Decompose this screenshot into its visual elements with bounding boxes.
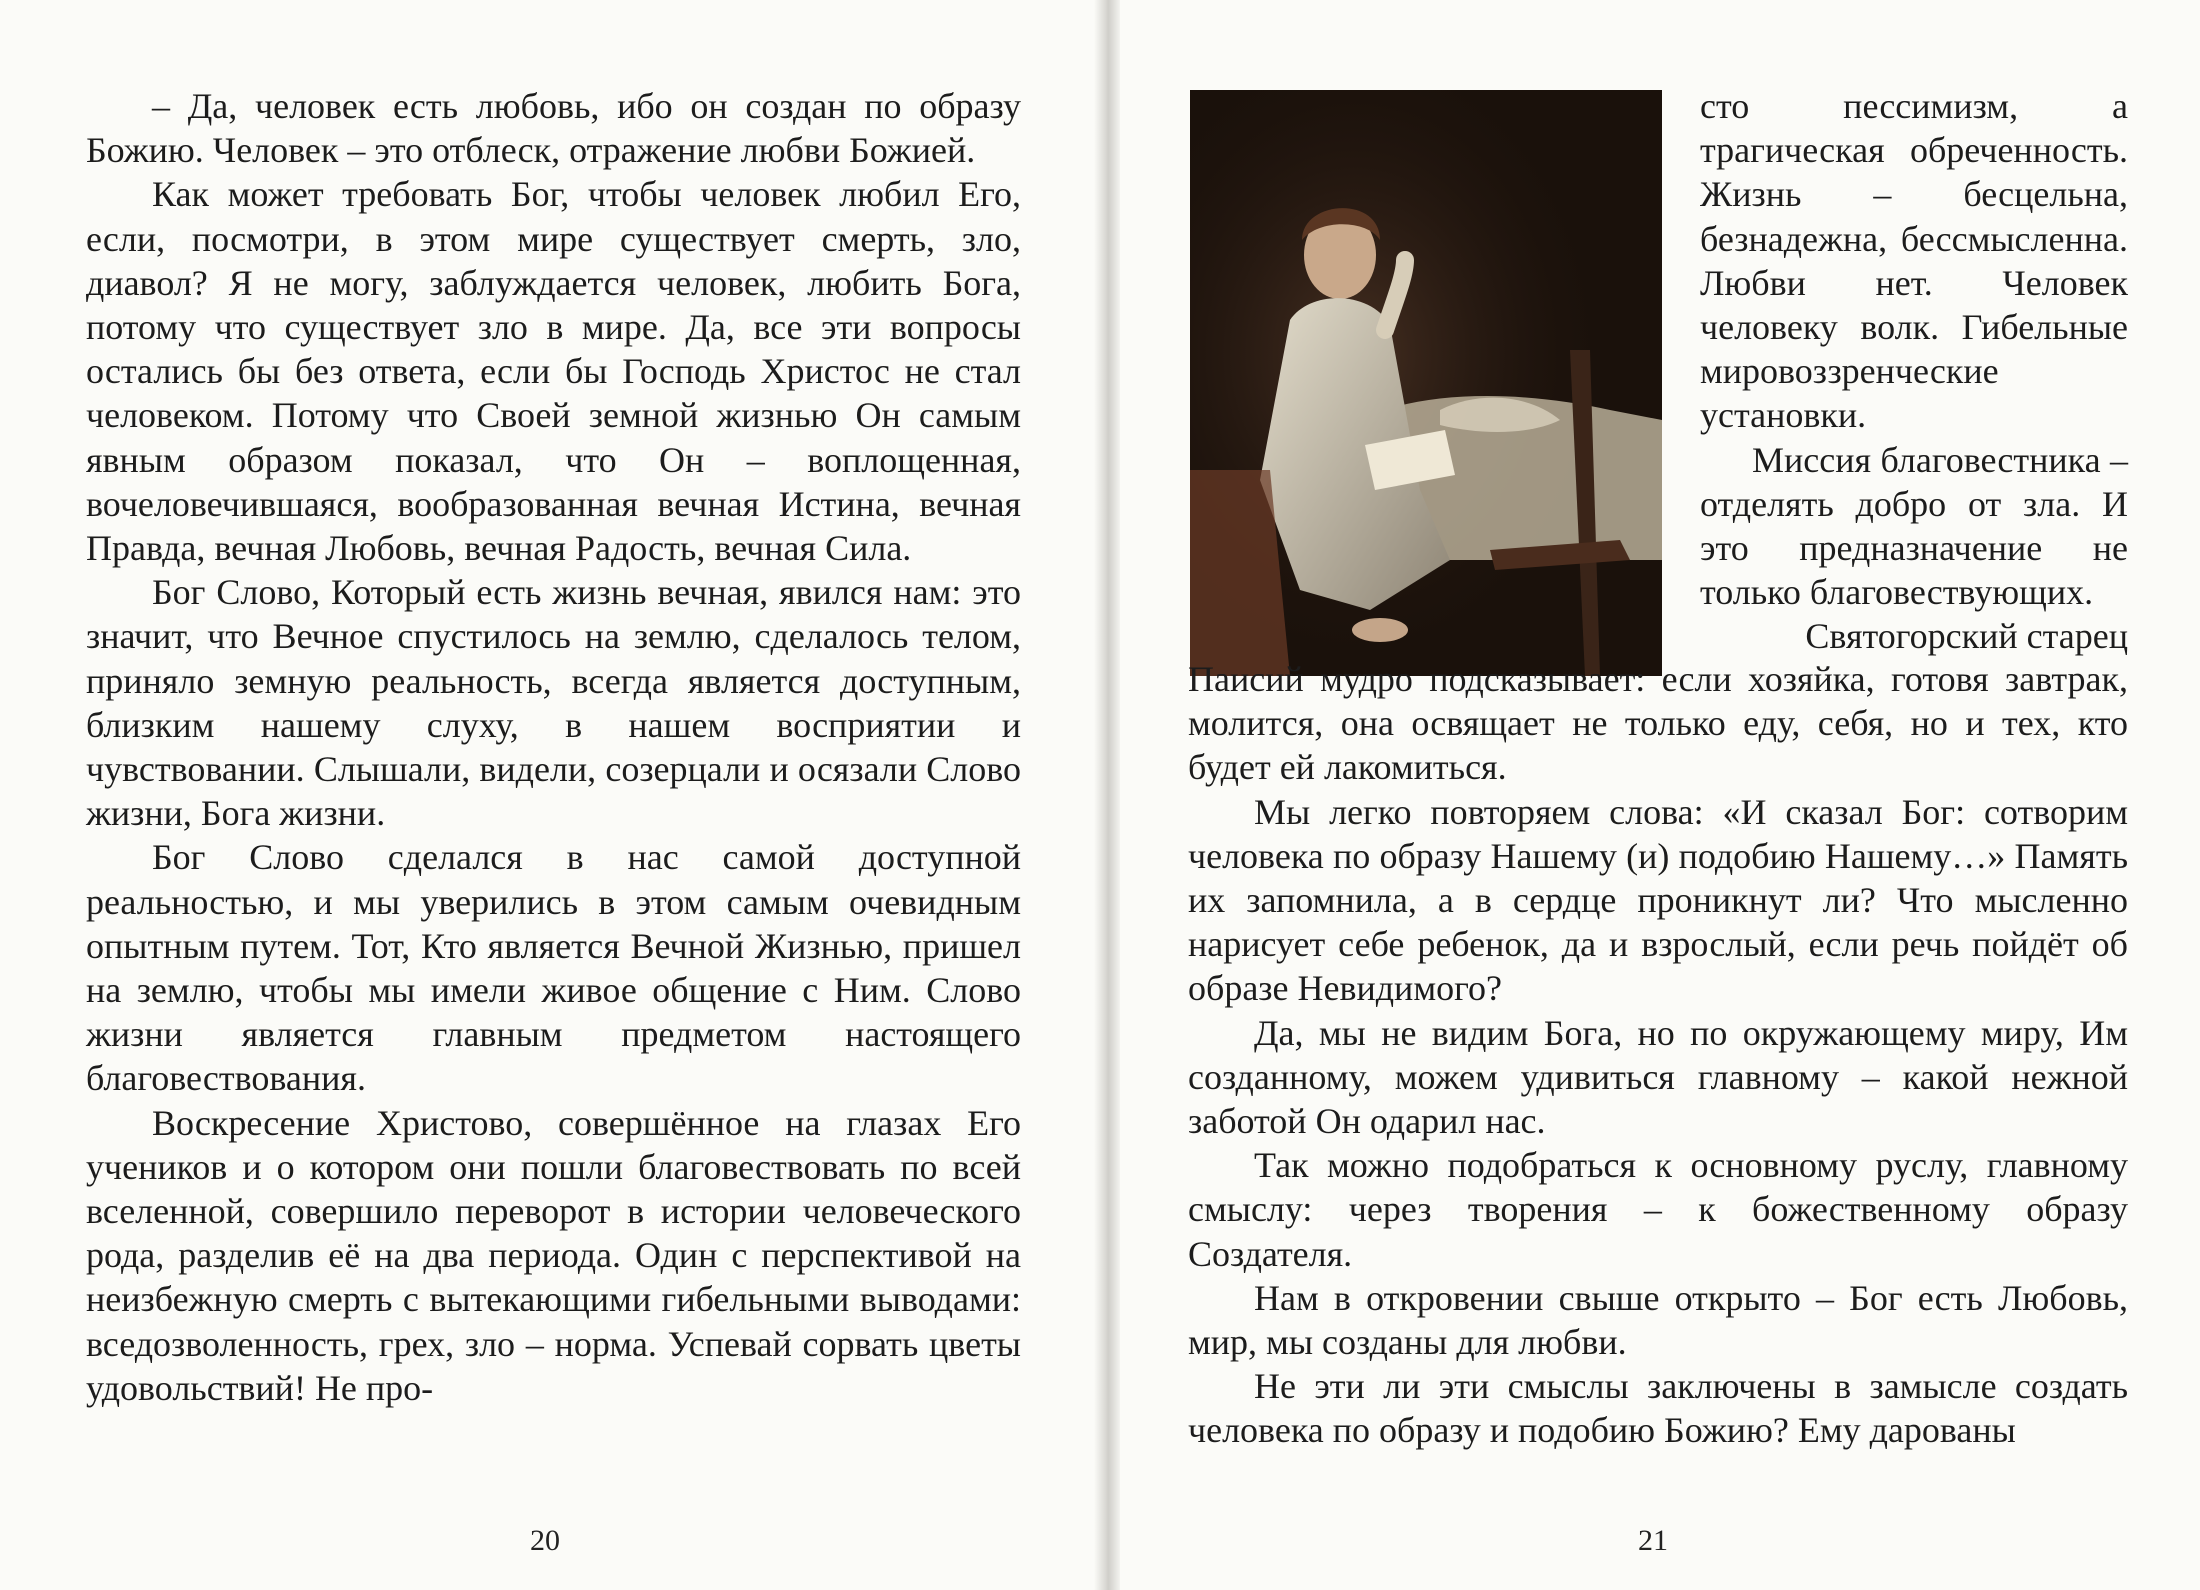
painting-image <box>1190 90 1662 676</box>
right-paragraph: Нам в откровении свыше открыто – Бог есть Любовь, мир, мы созданы для любви. <box>1188 1277 2128 1363</box>
left-paragraph: Как может требовать Бог, чтобы человек любил Его, если, посмотри, в этом мире существует смерть, зло, диавол? Я не могу, заблуждается человек, любить Бога, потому что существует зло в мире. Да, все эти вопросы остались бы без ответа, если бы Господь Христос не стал человеком. Потому что Своей земной жизнью Он самым явным образом показал, что Он – воплощенная, вочеловечившаяся, вообразованная вечная Истина, вечная Правда, вечная Любовь, вечная Радость, вечная Сила. <box>86 174 1021 569</box>
page-number-right: 21 <box>1638 1524 1668 1557</box>
page-number-left: 20 <box>530 1524 560 1557</box>
right-paragraph: Да, мы не видим Бога, но по окружающему миру, Им созданному, можем удивиться главному – какой нежной заботой Он одарил нас. <box>1188 1012 2128 1142</box>
right-page-side-text <box>1700 84 2128 659</box>
painting-illustration <box>1190 90 1662 676</box>
left-paragraph: – Да, человек есть любовь, ибо он создан по образу Божию. Человек – это отблеск, отражение любви Божией. <box>86 86 1021 171</box>
right-paragraph: Не эти ли эти смыслы заключены в замысле создать человека по образу и подобию Божию? Ему дарованы <box>1188 1366 2128 1451</box>
right-paragraph: Так можно подобраться к основному руслу, главному смыслу: через творения – к божественному образу Создателя. <box>1188 1145 2128 1274</box>
right-page-text <box>1188 657 2128 1453</box>
left-paragraph: Бог Слово сделался в нас самой доступной реальностью, и мы уверились в этом самым очевидным опытным путем. Тот, Кто является Вечной Жизнью, пришел на землю, чтобы мы имели живое общение с Ним. Слово жизни является главным предметом настоящего благовествования. <box>86 837 1021 1099</box>
left-page-text <box>86 84 1021 1410</box>
left-paragraph: Бог Слово, Который есть жизнь вечная, явился нам: это значит, что Вечное спустилось на землю, сделалось телом, приняло земную реальность, всегда является доступным, близким нашему слуху, в нашем восприятии и чувствовании. Слышали, видели, созерцали и осязали Слово жизни, Бога жизни. <box>86 572 1021 834</box>
right-paragraph: Мы легко повторяем слова: «И сказал Бог: сотворим человека по образу Нашему (и) подобию Нашему…» Память их запомнила, а в сердце проникнут ли? Что мысленно нарисует себе ребенок, да и взрослый, если речь пойдёт об образе Невидимого? <box>1188 791 2128 1009</box>
right-side-paragraph: Святогорский старец <box>1805 616 2128 657</box>
right-side-paragraph: Миссия благовестника – отделять добро от зла. И это предназначение не только благовествующих. <box>1700 439 2128 613</box>
left-paragraph: Воскресение Христово, совершённое на глазах Его учеников и о котором они пошли благовествовать по всей вселенной, совершило переворот в истории человеческого рода, разделив её на два периода. Один с перспективой на неизбежную смерть с вытекающими гибельными выводами: вседозволенность, грех, зло – норма. Успевай сорвать цветы удовольствий! Не про- <box>86 1102 1021 1408</box>
right-paragraph: Паисий мудро подсказывает: если хозяйка, готовя завтрак, молится, она освящает не только еду, себя, но и тех, кто будет ей лакомиться. <box>1188 659 2128 788</box>
right-side-paragraph: сто пессимизм, а трагическая обреченность. Жизнь – бесцельна, безнадежна, бессмысленна. Любви нет. Человек человеку волк. Гибельные мировоззренческие установки. <box>1700 86 2128 436</box>
book-gutter <box>1094 0 1120 1590</box>
